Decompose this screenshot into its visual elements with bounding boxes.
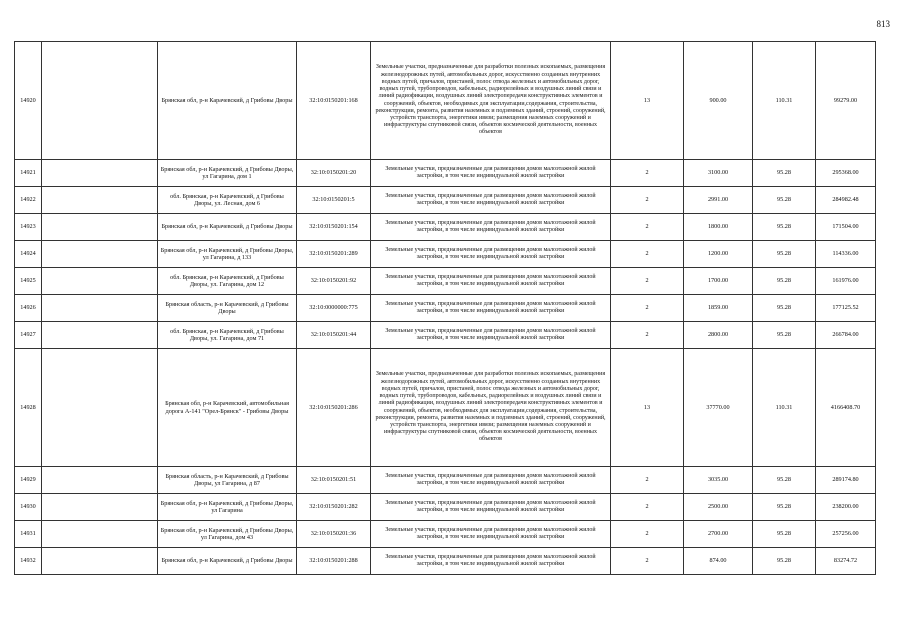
row-id: 14926 [15, 295, 42, 322]
table-row [15, 160, 876, 187]
row-id: 14920 [15, 42, 42, 160]
rate-cell: 95.28 [753, 467, 816, 494]
blank-cell [42, 494, 158, 521]
use-code-cell: 2 [611, 295, 684, 322]
row-id: 14928 [15, 349, 42, 467]
cadastral-value-cell: 161976.00 [816, 268, 876, 295]
table-row [15, 268, 876, 295]
cadastral-value-cell: 114336.00 [816, 241, 876, 268]
row-id: 14932 [15, 548, 42, 575]
land-use-cell: Земельные участки, предназначенные для размещения домов малоэтажной жилой застройки, в том числе индивидуальной жилой застройки [371, 214, 611, 241]
table-row [15, 467, 876, 494]
address-cell: Брянская обл, р-н Карачевский, д Грибовы Дворы, ул Гагарина, д 133 [158, 241, 297, 268]
blank-cell [42, 548, 158, 575]
address-cell: обл. Брянская, р-н Карачевский, д Грибовы Дворы, ул. Лесная, дом 6 [158, 187, 297, 214]
table-row [15, 349, 876, 467]
blank-cell [42, 521, 158, 548]
area-cell: 37770.00 [684, 349, 753, 467]
cadastral-number-cell: 32:10:0150201:92 [297, 268, 371, 295]
use-code-cell: 2 [611, 521, 684, 548]
blank-cell [42, 42, 158, 160]
area-cell: 1700.00 [684, 268, 753, 295]
table-row [15, 295, 876, 322]
use-code-cell: 2 [611, 187, 684, 214]
table-row [15, 494, 876, 521]
use-code-cell: 2 [611, 494, 684, 521]
address-cell: Брянская область, р-н Карачевский, д Грибовы Дворы [158, 295, 297, 322]
rate-cell: 95.28 [753, 295, 816, 322]
rate-cell: 95.28 [753, 160, 816, 187]
row-id: 14927 [15, 322, 42, 349]
cadastral-number-cell: 32:10:0150201:51 [297, 467, 371, 494]
rate-cell: 110.31 [753, 349, 816, 467]
land-use-cell: Земельные участки, предназначенные для разработки полезных ископаемых, размещения железнодорожных путей, автомобильных дорог, искусственно созданных внутренних водных путей, причалов, пристаней, полос отвода железных и автомобильных дорог, водных путей, трубопроводов, кабельных, радиорелейных и воздушных линий связи и линий радиофикации, воздушных линий электропередачи конструктивных элементов и сооружений, объектов, необходимых для эксплуатации,содержания, строительства, реконструкции, ремонта, развития наземных и подземных зданий, строений, сооружений, устройств транспорта, энергетики ивязи; размещения наземных сооружений и инфраструктуры спутниковой связи, объектов космической деятельности, военных объектов [371, 42, 611, 160]
land-use-cell: Земельные участки, предназначенные для размещения домов малоэтажной жилой застройки, в том числе индивидуальной жилой застройки [371, 494, 611, 521]
rate-cell: 95.28 [753, 548, 816, 575]
cadastral-value-cell: 177125.52 [816, 295, 876, 322]
cadastral-value-cell: 171504.00 [816, 214, 876, 241]
rate-cell: 95.28 [753, 187, 816, 214]
area-cell: 3100.00 [684, 160, 753, 187]
use-code-cell: 2 [611, 241, 684, 268]
table-row [15, 521, 876, 548]
land-use-cell: Земельные участки, предназначенные для размещения домов малоэтажной жилой застройки, в том числе индивидуальной жилой застройки [371, 295, 611, 322]
address-cell: Брянская обл, р-н Карачевский, д Грибовы Дворы, ул Гагарина [158, 494, 297, 521]
land-use-cell: Земельные участки, предназначенные для размещения домов малоэтажной жилой застройки, в том числе индивидуальной жилой застройки [371, 548, 611, 575]
cadastral-number-cell: 32:10:0150201:44 [297, 322, 371, 349]
area-cell: 2700.00 [684, 521, 753, 548]
address-cell: Брянская обл, р-н Карачевский, автомобильная дорога А-141 "Орел-Брянск" - Грибовы Дворы [158, 349, 297, 467]
cadastral-number-cell: 32:10:0150201:289 [297, 241, 371, 268]
blank-cell [42, 214, 158, 241]
use-code-cell: 2 [611, 214, 684, 241]
land-use-cell: Земельные участки, предназначенные для размещения домов малоэтажной жилой застройки, в том числе индивидуальной жилой застройки [371, 521, 611, 548]
area-cell: 1859.00 [684, 295, 753, 322]
cadastral-number-cell: 32:10:0000000:775 [297, 295, 371, 322]
rate-cell: 95.28 [753, 322, 816, 349]
blank-cell [42, 241, 158, 268]
area-cell: 874.00 [684, 548, 753, 575]
land-use-cell: Земельные участки, предназначенные для размещения домов малоэтажной жилой застройки, в том числе индивидуальной жилой застройки [371, 268, 611, 295]
cadastral-number-cell: 32:10:0150201:5 [297, 187, 371, 214]
use-code-cell: 2 [611, 467, 684, 494]
cadastral-number-cell: 32:10:0150201:288 [297, 548, 371, 575]
area-cell: 2800.00 [684, 322, 753, 349]
area-cell: 1800.00 [684, 214, 753, 241]
row-id: 14923 [15, 214, 42, 241]
blank-cell [42, 349, 158, 467]
rate-cell: 95.28 [753, 268, 816, 295]
land-use-cell: Земельные участки, предназначенные для размещения домов малоэтажной жилой застройки, в том числе индивидуальной жилой застройки [371, 322, 611, 349]
use-code-cell: 13 [611, 349, 684, 467]
row-id: 14929 [15, 467, 42, 494]
use-code-cell: 13 [611, 42, 684, 160]
blank-cell [42, 467, 158, 494]
table-row [15, 548, 876, 575]
cadastral-value-cell: 83274.72 [816, 548, 876, 575]
blank-cell [42, 160, 158, 187]
rate-cell: 110.31 [753, 42, 816, 160]
cadastral-value-cell: 284982.48 [816, 187, 876, 214]
area-cell: 3035.00 [684, 467, 753, 494]
cadastral-number-cell: 32:10:0150201:154 [297, 214, 371, 241]
cadastral-number-cell: 32:10:0150201:282 [297, 494, 371, 521]
cadastral-value-cell: 289174.80 [816, 467, 876, 494]
land-use-cell: Земельные участки, предназначенные для размещения домов малоэтажной жилой застройки, в том числе индивидуальной жилой застройки [371, 241, 611, 268]
area-cell: 2991.00 [684, 187, 753, 214]
address-cell: Брянская обл, р-н Карачевский, д Грибовы Дворы [158, 214, 297, 241]
cadastral-value-cell: 295368.00 [816, 160, 876, 187]
cadastral-value-table [14, 41, 876, 575]
cadastral-number-cell: 32:10:0150201:286 [297, 349, 371, 467]
land-use-cell: Земельные участки, предназначенные для размещения домов малоэтажной жилой застройки, в том числе индивидуальной жилой застройки [371, 467, 611, 494]
row-id: 14922 [15, 187, 42, 214]
table-row [15, 187, 876, 214]
row-id: 14930 [15, 494, 42, 521]
address-cell: Брянская обл, р-н Карачевский, д Грибовы Дворы [158, 548, 297, 575]
cadastral-value-cell: 238200.00 [816, 494, 876, 521]
table-row [15, 322, 876, 349]
cadastral-value-cell: 4166408.70 [816, 349, 876, 467]
area-cell: 2500.00 [684, 494, 753, 521]
blank-cell [42, 268, 158, 295]
use-code-cell: 2 [611, 548, 684, 575]
rate-cell: 95.28 [753, 521, 816, 548]
table-row [15, 42, 876, 160]
cadastral-number-cell: 32:10:0150201:36 [297, 521, 371, 548]
cadastral-number-cell: 32:10:0150201:168 [297, 42, 371, 160]
cadastral-value-cell: 99279.00 [816, 42, 876, 160]
land-use-cell: Земельные участки, предназначенные для размещения домов малоэтажной жилой застройки, в том числе индивидуальной жилой застройки [371, 160, 611, 187]
use-code-cell: 2 [611, 268, 684, 295]
row-id: 14924 [15, 241, 42, 268]
use-code-cell: 2 [611, 322, 684, 349]
use-code-cell: 2 [611, 160, 684, 187]
cadastral-number-cell: 32:10:0150201:20 [297, 160, 371, 187]
rate-cell: 95.28 [753, 214, 816, 241]
address-cell: Брянская обл, р-н Карачевский, д Грибовы Дворы [158, 42, 297, 160]
cadastral-value-cell: 266784.00 [816, 322, 876, 349]
area-cell: 900.00 [684, 42, 753, 160]
row-id: 14921 [15, 160, 42, 187]
area-cell: 1200.00 [684, 241, 753, 268]
address-cell: Брянская обл, р-н Карачевский, д Грибовы Дворы, ул Гагарина, дом 43 [158, 521, 297, 548]
rate-cell: 95.28 [753, 494, 816, 521]
address-cell: Брянская обл, р-н Карачевский, д Грибовы Дворы, ул Гагарина, дом 1 [158, 160, 297, 187]
rate-cell: 95.28 [753, 241, 816, 268]
address-cell: Брянская область, р-н Карачевский, д Грибовы Дворы, ул Гагарина, д 87 [158, 467, 297, 494]
blank-cell [42, 295, 158, 322]
blank-cell [42, 187, 158, 214]
page-number: 813 [876, 19, 890, 29]
table-row [15, 214, 876, 241]
row-id: 14931 [15, 521, 42, 548]
row-id: 14925 [15, 268, 42, 295]
address-cell: обл. Брянская, р-н Карачевский, д Грибовы Дворы, ул. Гагарина, дом 12 [158, 268, 297, 295]
address-cell: обл. Брянская, р-н Карачевский, д Грибовы Дворы, ул. Гагарина, дом 71 [158, 322, 297, 349]
blank-cell [42, 322, 158, 349]
table-row [15, 241, 876, 268]
land-use-cell: Земельные участки, предназначенные для разработки полезных ископаемых, размещения железнодорожных путей, автомобильных дорог, искусственно созданных внутренних водных путей, причалов, пристаней, полос отвода железных и автомобильных дорог, водных путей, трубопроводов, кабельных, радиорелейных и воздушных линий связи и линий радиофикации, воздушных линий электропередачи конструктивных элементов и сооружений, объектов, необходимых для эксплуатации,содержания, строительства, реконструкции, ремонта, развития наземных и подземных зданий, строений, сооружений, устройств транспорта, энергетики ивязи; размещения наземных сооружений и инфраструктуры спутниковой связи, объектов космической деятельности, военных объектов [371, 349, 611, 467]
land-use-cell: Земельные участки, предназначенные для размещения домов малоэтажной жилой застройки, в том числе индивидуальной жилой застройки [371, 187, 611, 214]
cadastral-value-cell: 257256.00 [816, 521, 876, 548]
